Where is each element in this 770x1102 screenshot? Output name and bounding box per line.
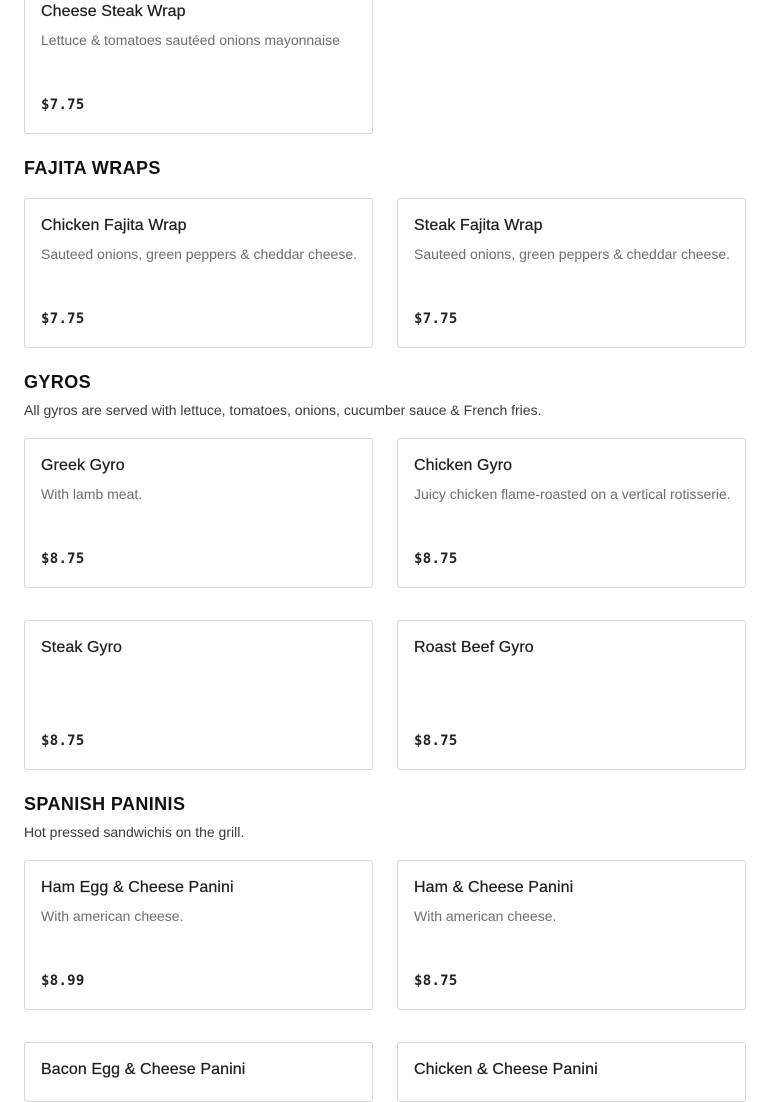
- menu-item-description: With american cheese.: [414, 908, 557, 924]
- menu-item-card[interactable]: [397, 438, 746, 588]
- menu-item-price: $8.75: [414, 551, 458, 567]
- section-subtitle-gyros: All gyros are served with lettuce, tomatoes, onions, cucumber sauce & French fries.: [24, 402, 542, 418]
- menu-item-card[interactable]: [24, 620, 373, 770]
- menu-item-name: Chicken Fajita Wrap: [41, 217, 187, 234]
- menu-item-card[interactable]: [24, 438, 373, 588]
- menu-item-description: With american cheese.: [41, 908, 184, 924]
- menu-item-name: Roast Beef Gyro: [414, 639, 534, 656]
- menu-item-price: $7.75: [414, 311, 458, 327]
- menu-item-price: $8.75: [41, 733, 85, 749]
- menu-item-name: Chicken Gyro: [414, 457, 513, 474]
- menu-item-card[interactable]: [24, 0, 373, 134]
- menu-item-name: Ham & Cheese Panini: [414, 879, 574, 896]
- menu-item-description: Sauteed onions, green peppers & cheddar cheese.: [414, 246, 731, 262]
- menu-item-card[interactable]: [397, 198, 746, 348]
- menu-item-description: Juicy chicken flame-roasted on a vertical rotisserie.: [414, 486, 731, 502]
- section-title-spanish-paninis: SPANISH PANINIS: [24, 794, 186, 814]
- menu-item-price: $7.75: [41, 311, 85, 327]
- menu-item-card[interactable]: [397, 620, 746, 770]
- menu-item-card[interactable]: [24, 860, 373, 1010]
- section-subtitle-spanish-paninis: Hot pressed sandwichis on the grill.: [24, 824, 245, 840]
- menu-item-name: Steak Gyro: [41, 639, 123, 656]
- menu-item-price: $8.75: [41, 551, 85, 567]
- menu-item-card[interactable]: [24, 198, 373, 348]
- menu-item-card[interactable]: [397, 860, 746, 1010]
- menu-item-price: $7.75: [41, 97, 85, 113]
- menu-item-name: Cheese Steak Wrap: [41, 3, 186, 20]
- section-title-gyros: GYROS: [24, 372, 92, 392]
- menu-item-card[interactable]: [24, 1042, 373, 1102]
- menu-item-description: Sauteed onions, green peppers & cheddar cheese.: [41, 246, 358, 262]
- menu-item-name: Greek Gyro: [41, 457, 125, 474]
- menu-item-name: Chicken & Cheese Panini: [414, 1061, 598, 1078]
- menu-item-card[interactable]: [397, 1042, 746, 1102]
- menu-item-name: Bacon Egg & Cheese Panini: [41, 1061, 246, 1078]
- menu-item-description: Lettuce & tomatoes sautéed onions mayonnaise: [41, 32, 340, 48]
- menu-item-name: Steak Fajita Wrap: [414, 217, 543, 234]
- menu-item-price: $8.99: [41, 973, 85, 989]
- menu-item-description: With lamb meat.: [41, 486, 143, 502]
- menu-item-name: Ham Egg & Cheese Panini: [41, 879, 234, 896]
- section-title-fajita-wraps: FAJITA WRAPS: [24, 158, 161, 178]
- menu-item-price: $8.75: [414, 973, 458, 989]
- menu-item-price: $8.75: [414, 733, 458, 749]
